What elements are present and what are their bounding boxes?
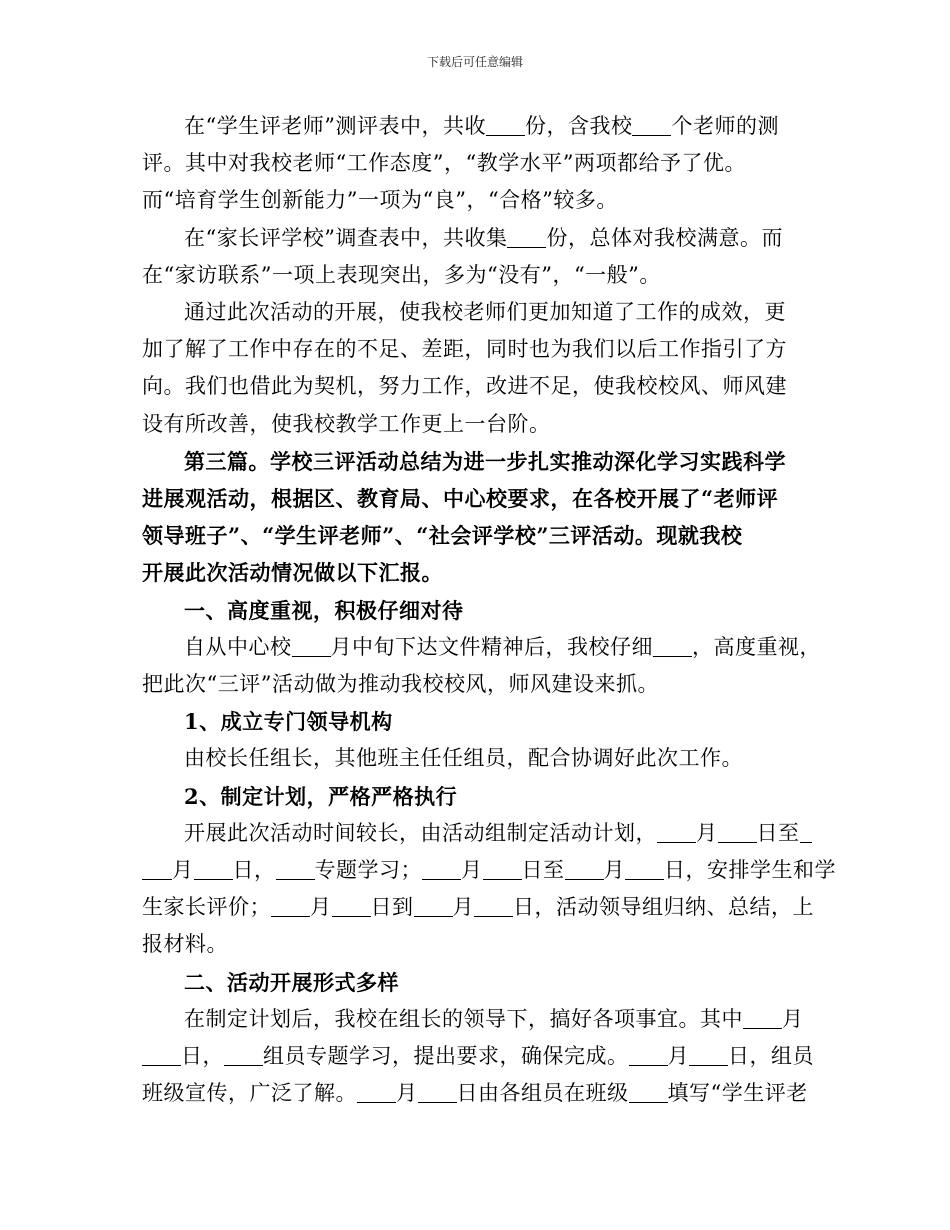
page-header: 下载后可任意编辑 (426, 55, 523, 69)
paragraph: 在“学生评老师”测评表中，共收 份，含我校 个老师的测 (184, 114, 779, 138)
section-title-paragraph: 第三篇。学校三评活动总结为进一步扎实推动深化学习实践科学 进展观活动，根据区、教育局、中心校要求，在各校开展了“老师评 领导班子”、“学生评老师”、“社会评学校”三评活动。现就我校 开展此次活动情况做以下汇报。 (142, 448, 786, 586)
paragraph: 由校长任组长，其他班主任任组员，配合协调好此次工作。 (184, 746, 743, 771)
paragraph: 在“家访联系”一项上表现突出，多为“没有”，“一般”。 (142, 262, 661, 287)
heading-1-1: 1、成立专门领导机构 (184, 709, 393, 735)
paragraph: 在“家长评学校”调查表中，共收集 份，总体对我校满意。而 (184, 225, 783, 250)
heading-1-2: 2、制定计划，严格严格执行 (184, 783, 458, 809)
document-body (142, 108, 836, 1112)
paragraph: 通过此次活动的开展，使我校老师们更加知道了工作的成效，更 加了解了工作中存在的不足、差距，同时也为我们以后工作指引了方 向。我们也借此为契机，努力工作，改进不足，使我校校风、师风建 设有所改善，使我校教学工作更上一台阶。 (142, 300, 787, 436)
paragraph: 开展此次活动时间较长，由活动组制定活动计划， 月 日至 月 日， 专题学习； 月 日至 月 日，安排学生和学 生家长评价； 月 日到 月 日，活动领导组归纳、总结，上 报材料。 (142, 820, 836, 957)
paragraph: 评。其中对我校老师“工作态度”，“教学水平”两项都给予了优。 而“培育学生创新能力”一项为“良”，“合格”较多。 (142, 151, 746, 213)
heading-1: 一、高度重视，积极仔细对待 (184, 597, 464, 623)
heading-2: 二、活动开展形式多样 (184, 969, 399, 995)
paragraph: 在制定计划后，我校在组长的领导下，搞好各项事宜。其中 月 日， 组员专题学习，提出要求，确保完成。 月 日，组员 班级宣传，广泛了解。 月 日由各组员在班级 填写“学生评老 (142, 1006, 814, 1106)
paragraph: 自从中心校 月中旬下达文件精神后，我校仔细 ，高度重视， 把此次“三评”活动做为推动我校校风，师风建设来抓。 (142, 634, 821, 697)
